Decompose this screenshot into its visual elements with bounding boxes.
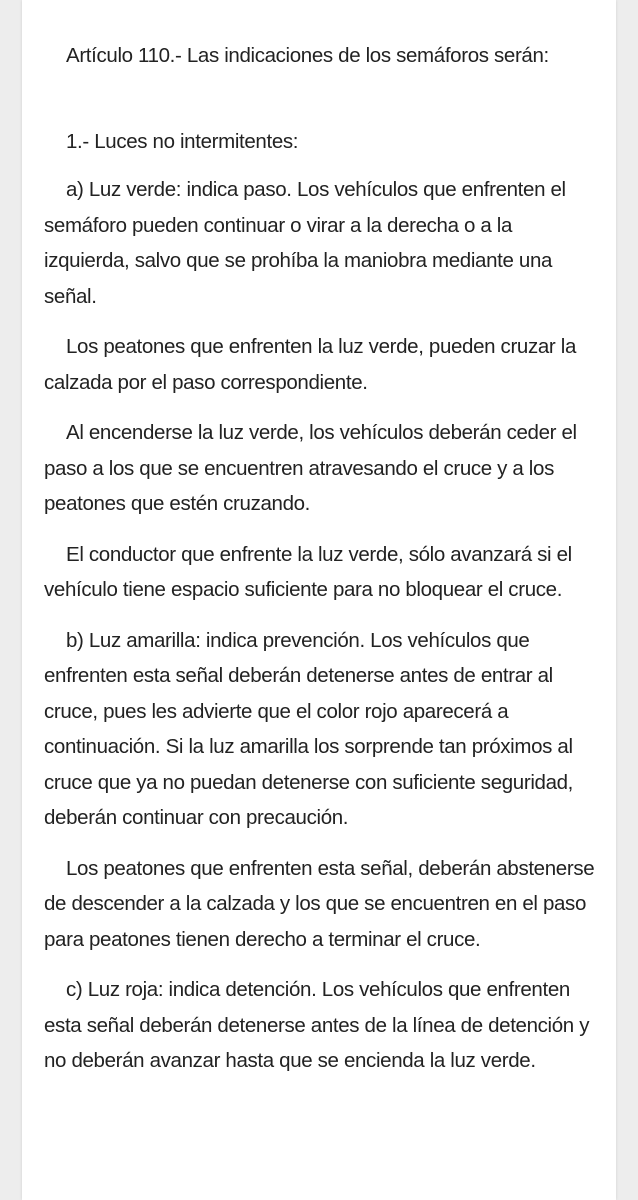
article-body bbox=[44, 38, 596, 1094]
paragraph-green-pedestrians: Los peatones que enfrenten la luz verde, pueden cruzar la calzada por el paso correspondiente. bbox=[44, 335, 576, 394]
paragraph-green-light: a) Luz verde: indica paso. Los vehículos que enfrenten el semáforo pueden continuar o virar a la derecha o a la izquierda, salvo que se prohíba la maniobra mediante una señal. bbox=[44, 178, 566, 308]
document-page bbox=[22, 0, 616, 1200]
paragraph-green-advance: El conductor que enfrente la luz verde, sólo avanzará si el vehículo tiene espacio suficiente para no bloquear el cruce. bbox=[44, 542, 572, 601]
article-subtitle: 1.- Luces no intermitentes: bbox=[66, 129, 299, 153]
paragraph-yellow-light: b) Luz amarilla: indica prevención. Los vehículos que enfrenten esta señal deberán detenerse antes de entrar al cruce, pues les advierte que el color rojo aparecerá a continuación. Si la luz amarilla los sorprende tan próximos al cruce que ya no puedan detenerse con suficiente seguridad, deberán continuar con precaución. bbox=[44, 628, 574, 829]
paragraph-red-light: c) Luz roja: indica detención. Los vehículos que enfrenten esta señal deberán detenerse antes de la línea de detención y no deberán avanzar hasta que se encienda la luz verde. bbox=[44, 978, 590, 1072]
article-title: Artículo 110.- Las indicaciones de los semáforos serán: bbox=[66, 44, 549, 67]
paragraph-green-yield: Al encenderse la luz verde, los vehículos deberán ceder el paso a los que se encuentren atravesando el cruce y a los peatones que estén cruzando. bbox=[44, 421, 577, 515]
paragraph-yellow-pedestrians: Los peatones que enfrenten esta señal, deberán abstenerse de descender a la calzada y los que se encuentren en el paso para peatones tienen derecho a terminar el cruce. bbox=[44, 856, 595, 951]
